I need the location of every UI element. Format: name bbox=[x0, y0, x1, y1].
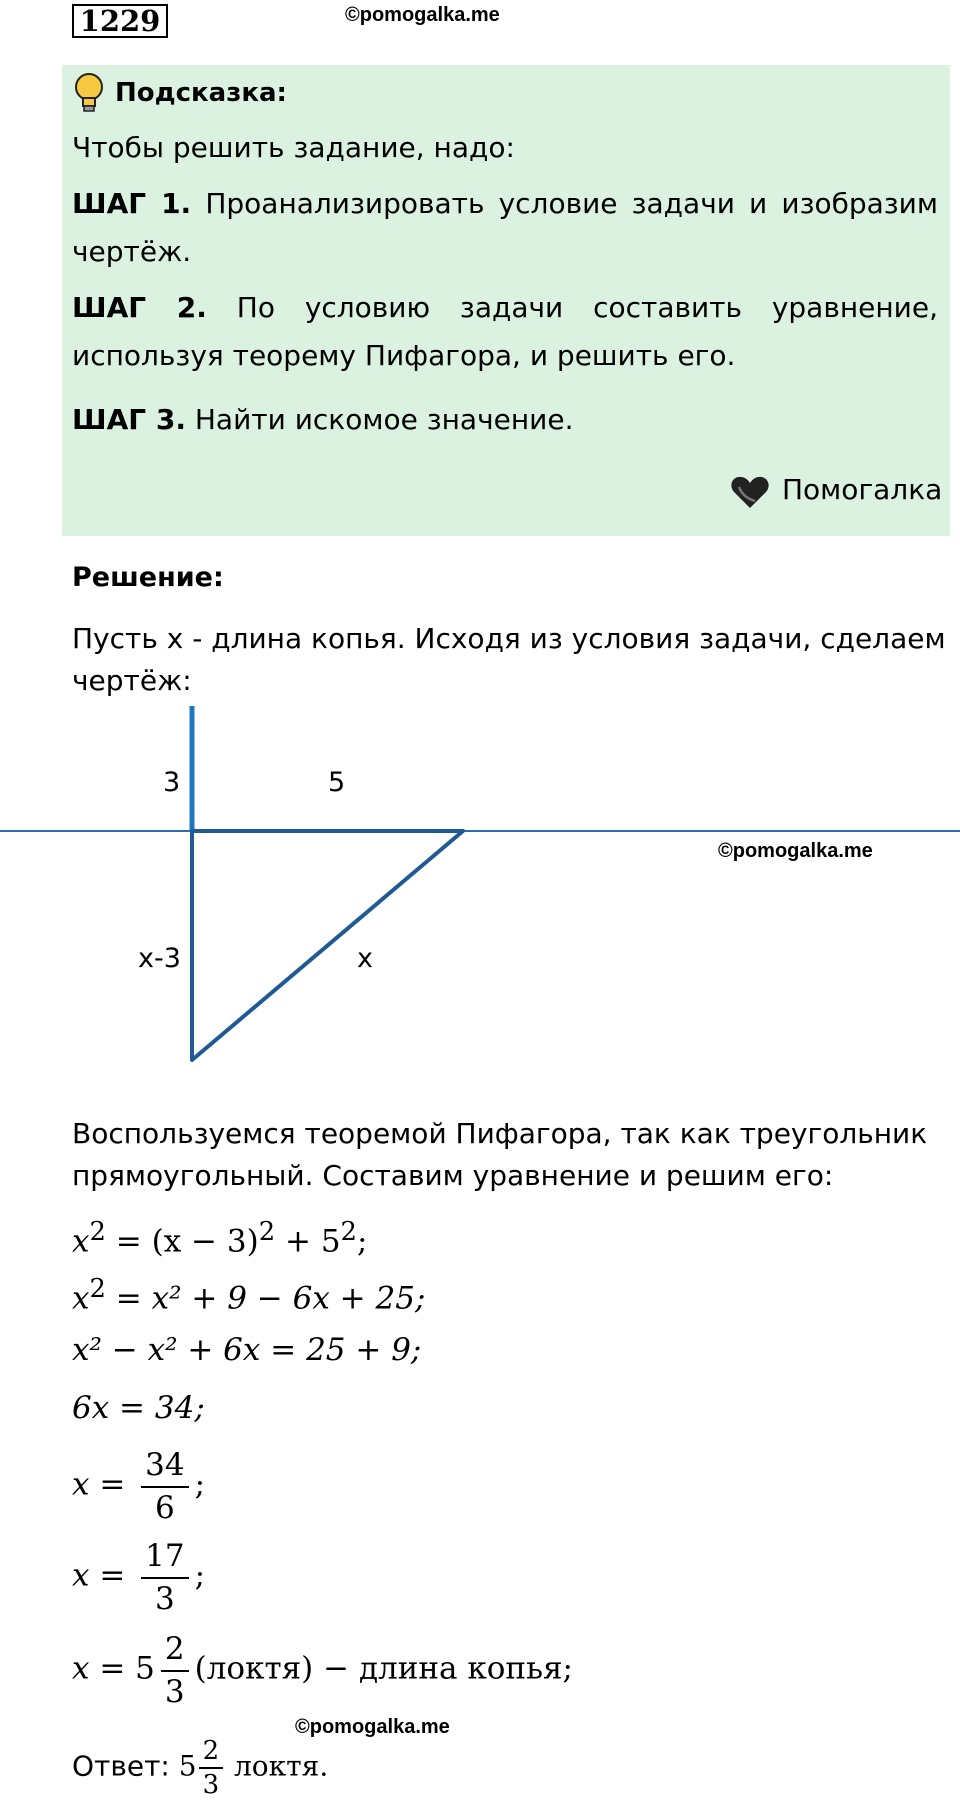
hint-step-1: ШАГ 1. Проанализировать условие задачи и изобразим чертёж. bbox=[72, 187, 938, 268]
equation-7: x = 5 $\frac{2}{3}$ (локтя) − длина копья; bbox=[72, 1628, 573, 1712]
solution-title: Решение: bbox=[72, 562, 224, 593]
label-depth-x-minus-3: x-3 bbox=[138, 943, 181, 974]
label-hypotenuse-x: x bbox=[357, 943, 373, 974]
right-triangle bbox=[192, 831, 463, 1060]
heart-icon bbox=[730, 475, 770, 510]
equation-5: x = $\frac{34}{6}$ ; bbox=[72, 1444, 205, 1528]
task-number: 1229 bbox=[72, 4, 168, 38]
lightbulb-icon bbox=[72, 72, 106, 114]
brand-label: Помогалка bbox=[782, 473, 943, 506]
pythagoras-diagram bbox=[0, 700, 960, 1070]
equation-6: x = $\frac{17}{3}$ ; bbox=[72, 1535, 205, 1619]
answer: Ответ: 5 $\frac{2}{3}$ локтя. bbox=[72, 1736, 329, 1800]
solution-explanation: Воспользуемся теоремой Пифагора, так как треугольник прямоугольный. Составим уравнение и решим его: bbox=[72, 1117, 928, 1192]
label-height-3: 3 bbox=[163, 767, 181, 798]
solution-intro: Пусть x - длина копья. Исходя из условия задачи, сделаем чертёж: bbox=[72, 622, 946, 697]
label-distance-5: 5 bbox=[328, 767, 346, 798]
equation-1: $x^2 = (x - 3)^2 + 5^2$; bbox=[72, 1217, 368, 1260]
watermark-bottom: ©pomogalka.me bbox=[295, 1716, 450, 1738]
equation-3: x² − x² + 6x = 25 + 9; bbox=[72, 1332, 422, 1368]
equation-4: 6x = 34; bbox=[72, 1390, 205, 1426]
hint-intro: Чтобы решить задание, надо: bbox=[72, 131, 515, 164]
equation-2: $x^2 = x^2 + 9 - 6x + 25$; bbox=[72, 1274, 426, 1317]
watermark-top: ©pomogalka.me bbox=[345, 4, 500, 26]
hint-step-3: ШАГ 3. Найти искомое значение. bbox=[72, 403, 574, 436]
watermark-diagram: ©pomogalka.me bbox=[718, 840, 873, 862]
hint-title: Подсказка: bbox=[115, 78, 287, 108]
hint-step-2: ШАГ 2. По условию задачи составить уравнение, используя теорему Пифагора, и решить его. bbox=[72, 291, 939, 372]
